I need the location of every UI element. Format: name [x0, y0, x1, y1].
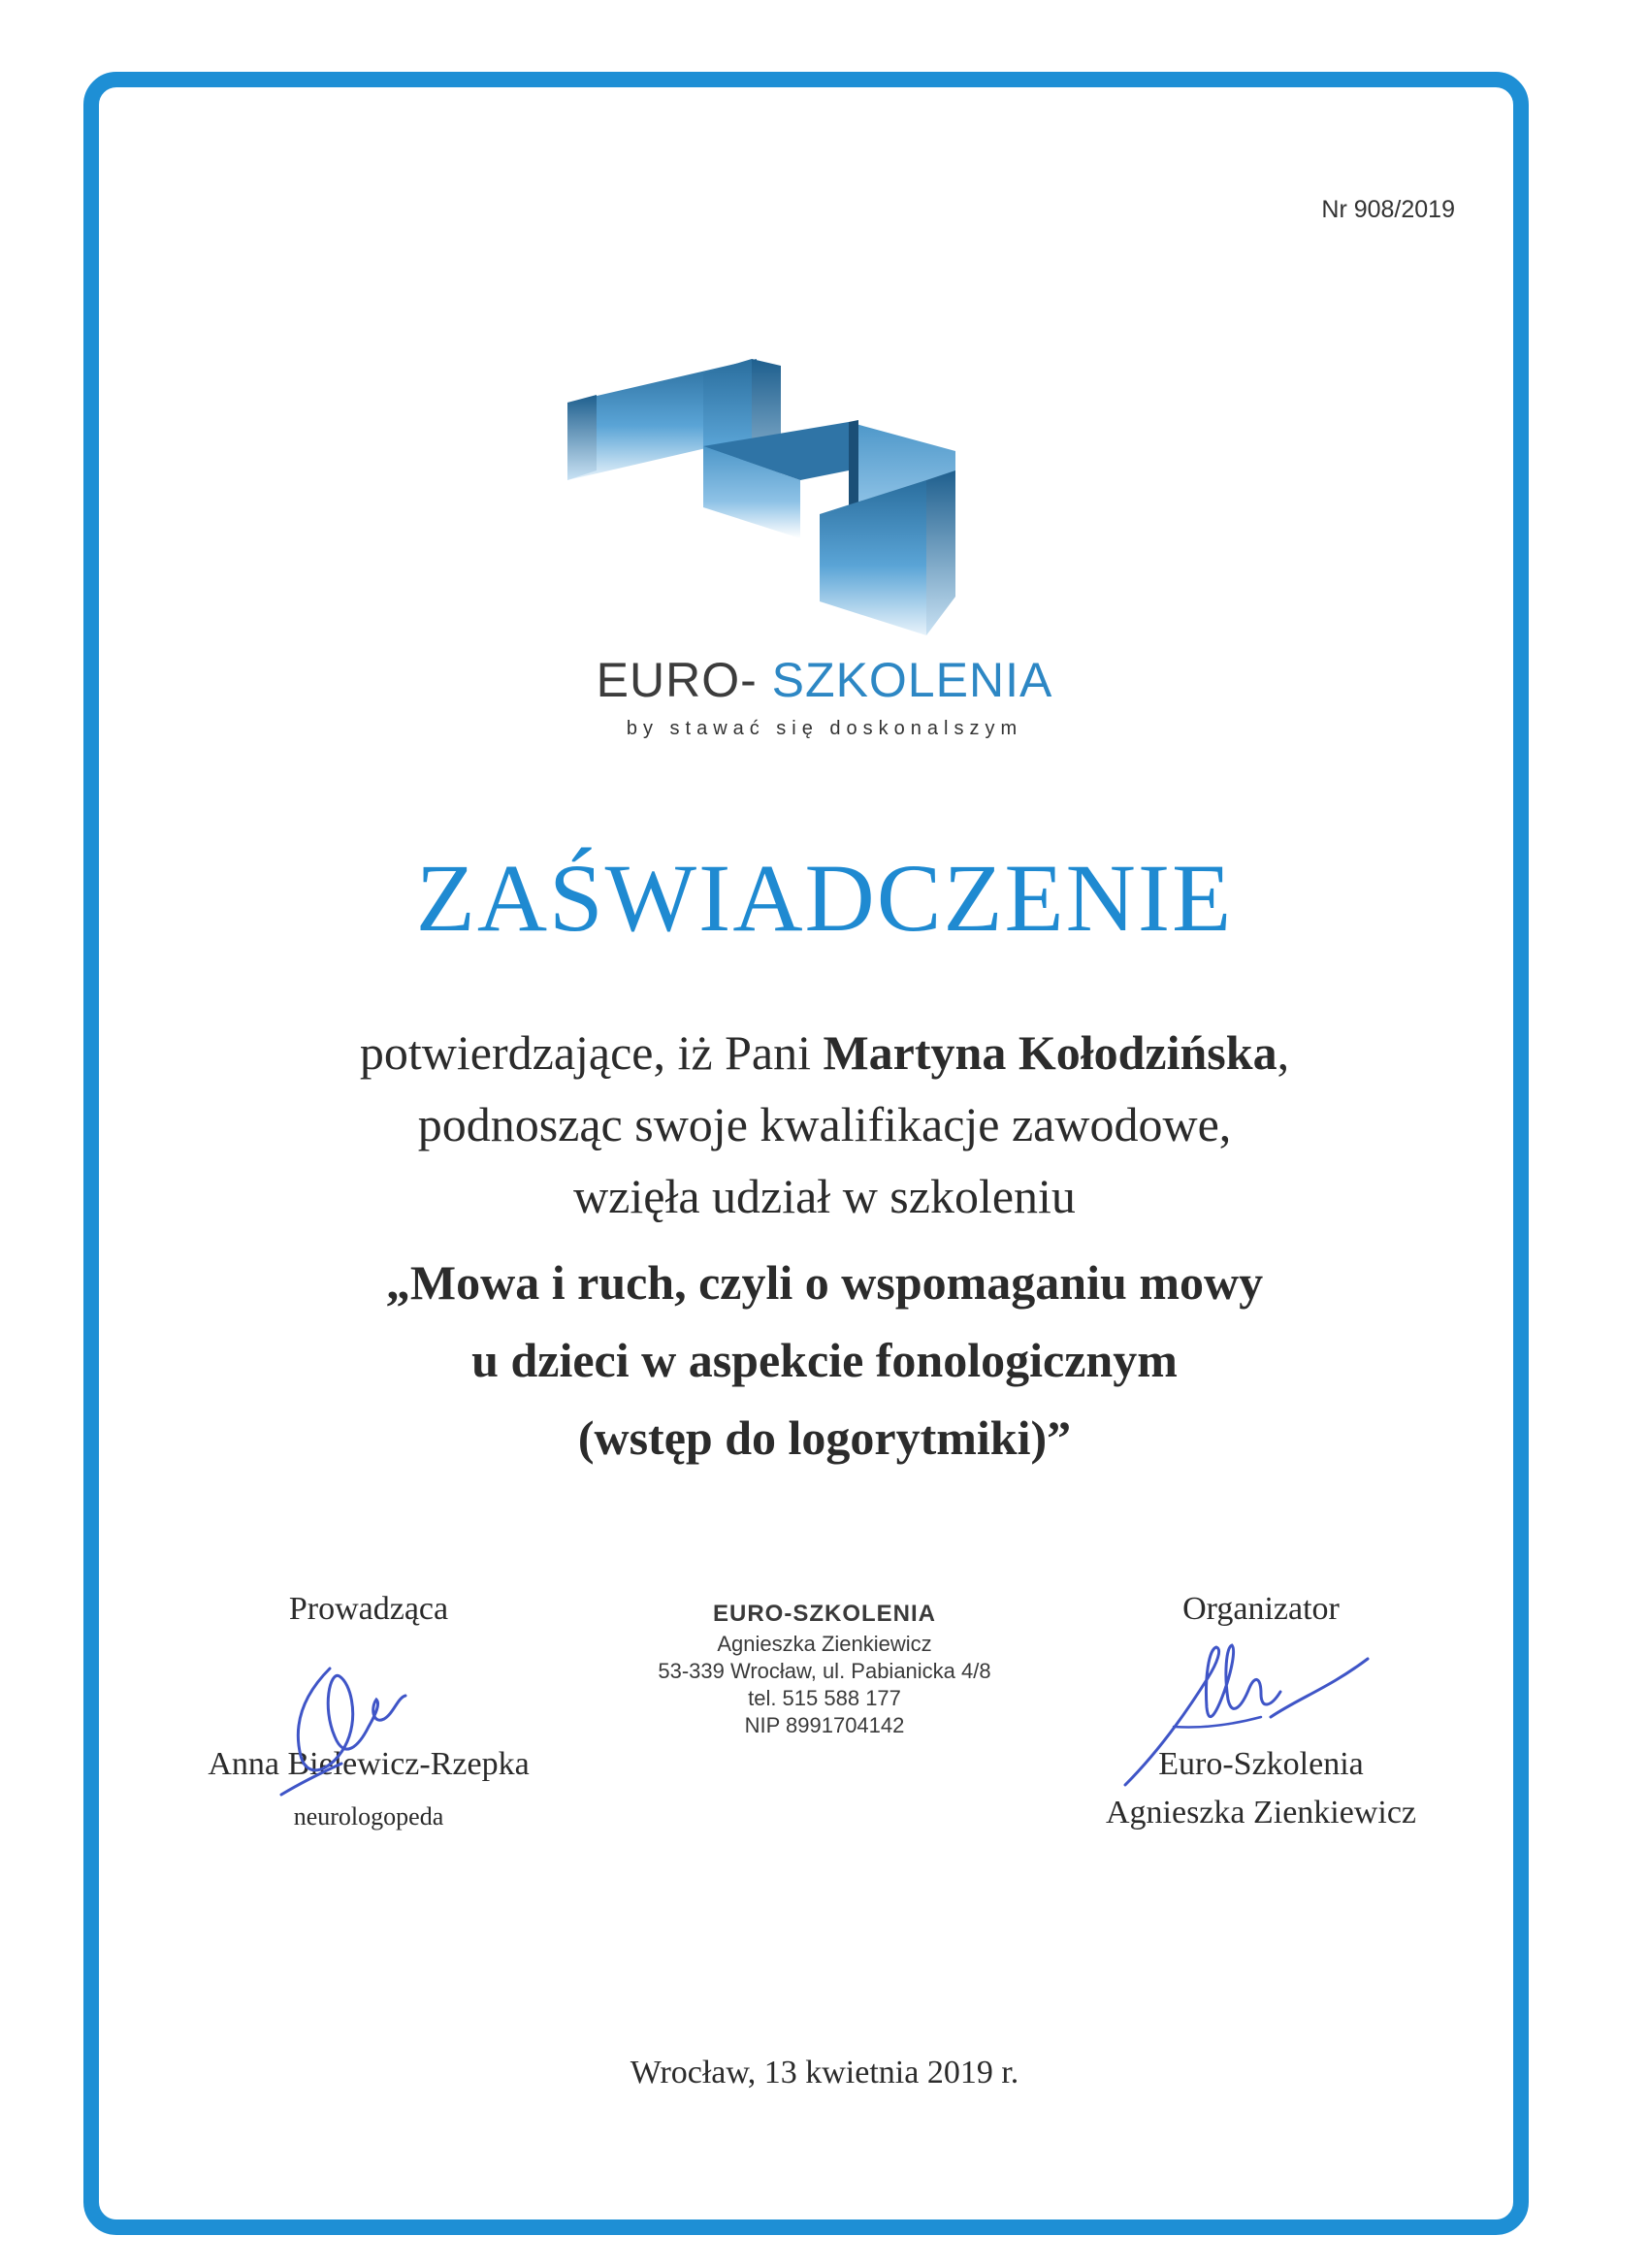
organizer-name-1: Euro-Szkolenia — [1158, 1746, 1364, 1782]
intro-prefix: potwierdzające, iż Pani — [359, 1025, 824, 1080]
lead-label: Prowadząca — [288, 1591, 449, 1627]
course-line-1: „Mowa i ruch, czyli o wspomaganiu mowy — [385, 1255, 1264, 1310]
stamp-line-4: tel. 515 588 177 — [748, 1686, 901, 1710]
body-line-3: wzięła udział w szkoleniu — [573, 1169, 1076, 1223]
stamp-line-1: EURO-SZKOLENIA — [713, 1601, 936, 1627]
body-line-2: podnosząc swoje kwalifikacje zawodowe, — [417, 1097, 1232, 1151]
certificate-title: ZAŚWIADCZENIE — [415, 844, 1234, 952]
organizer-label: Organizator — [1182, 1591, 1340, 1627]
stamp-line-5: NIP 8991704142 — [744, 1713, 905, 1737]
course-title — [155, 1244, 1494, 1476]
participant-name: Martyna Kołodzińska — [823, 1025, 1277, 1080]
brand-part-euro: EURO- — [596, 653, 758, 707]
organizer-name-2: Agnieszka Zienkiewicz — [1105, 1795, 1417, 1831]
certificate-body — [155, 1017, 1494, 1232]
lead-signature-icon — [262, 1649, 427, 1814]
company-stamp — [592, 1601, 1057, 1738]
organizer-signature-icon — [1116, 1620, 1387, 1795]
brand-tagline: by stawać się doskonalszym — [626, 718, 1023, 739]
course-line-3: (wstęp do logorytmiki)” — [577, 1410, 1072, 1465]
brand-part-szkolenia: SZKOLENIA — [757, 653, 1053, 707]
place-and-date: Wrocław, 13 kwietnia 2019 r. — [630, 2055, 1019, 2090]
intro-suffix: , — [1277, 1025, 1290, 1080]
stamp-line-2: Agnieszka Zienkiewicz — [717, 1632, 932, 1656]
course-line-2: u dzieci w aspekcie fonologicznym — [471, 1333, 1178, 1387]
euro-szkolenia-logo-icon — [558, 344, 1043, 655]
brand-name — [466, 652, 1183, 708]
lead-role: neurologopeda — [293, 1802, 444, 1831]
body-line-1 — [155, 1017, 1494, 1088]
lead-name: Anna Bielewicz-Rzepka — [208, 1746, 530, 1782]
stamp-line-3: 53-339 Wrocław, ul. Pabianicka 4/8 — [658, 1659, 991, 1683]
certificate-number: Nr 908/2019 — [1321, 196, 1455, 223]
